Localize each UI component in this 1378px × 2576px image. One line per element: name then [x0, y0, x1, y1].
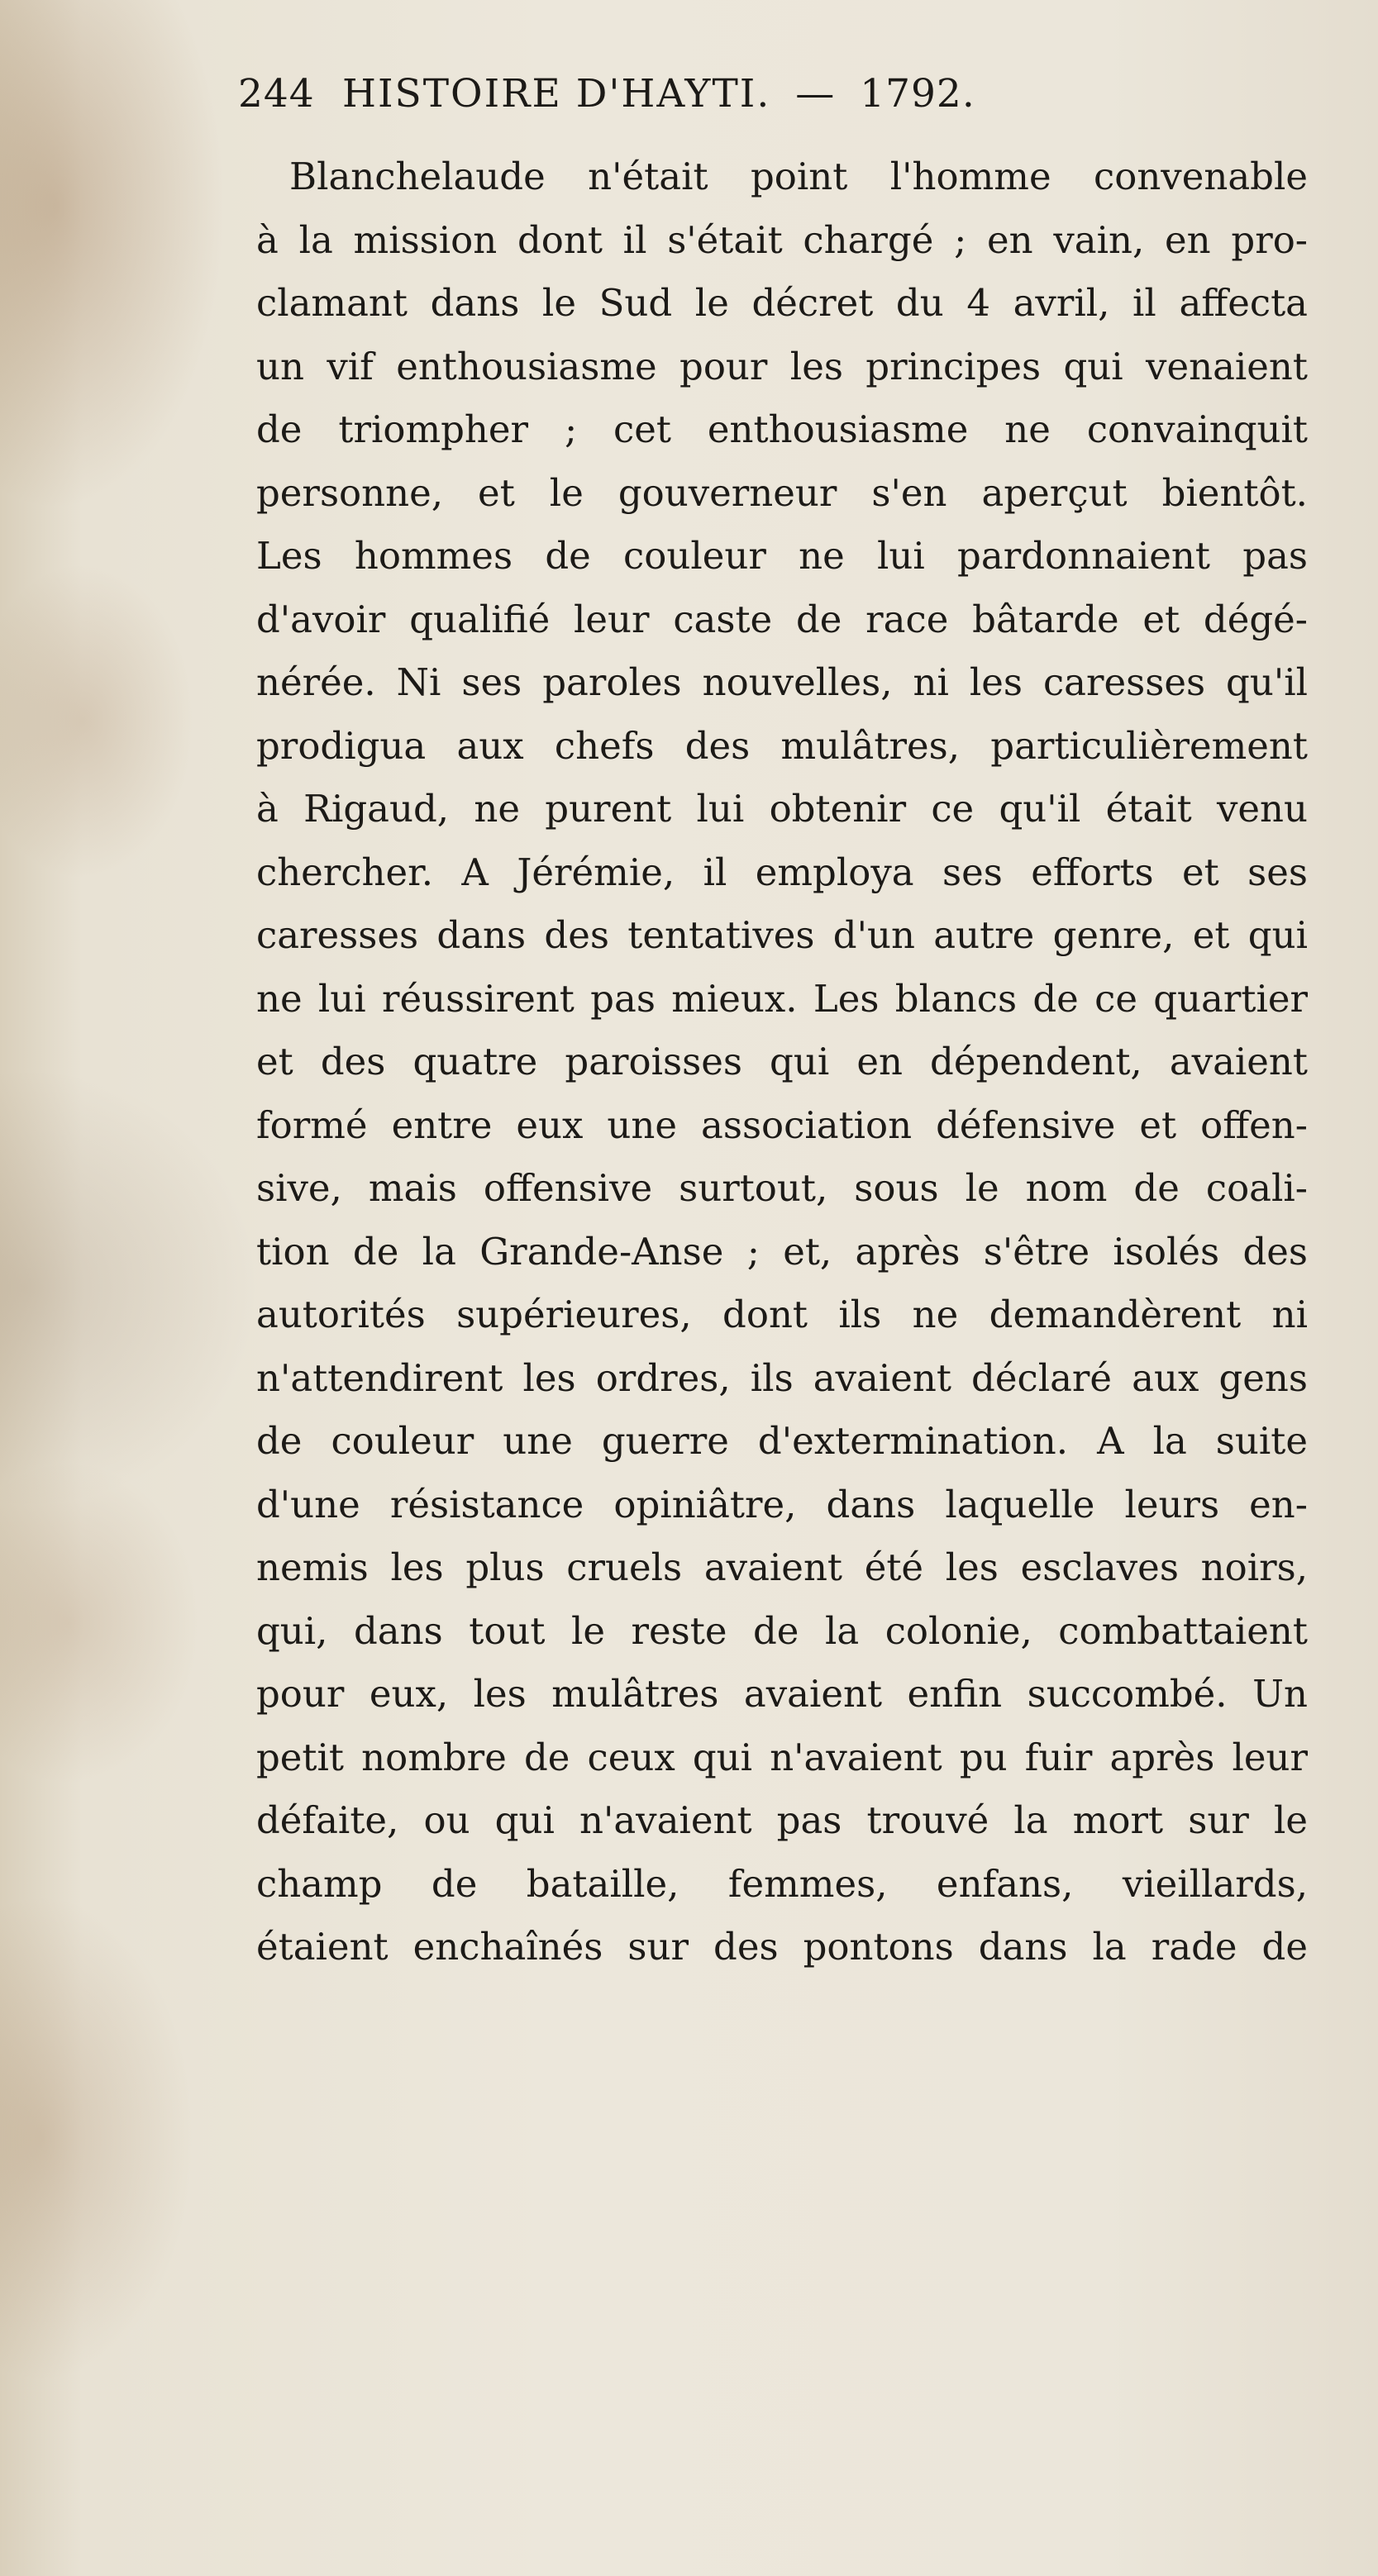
text-line: tion de la Grande-Anse ; et, après s'être isolés des: [256, 1229, 1308, 1274]
head-separator: —: [795, 71, 836, 117]
text-line: défaite, ou qui n'avaient pas trouvé la mort sur le: [256, 1798, 1308, 1842]
running-head: [238, 71, 1147, 129]
text-line: un vif enthousiasme pour les principes qui venaient: [256, 344, 1308, 388]
text-line: champ de bataille, femmes, enfans, vieillards,: [256, 1861, 1308, 1906]
text-line: chercher. A Jérémie, il employa ses efforts et ses: [256, 850, 1308, 894]
text-line: formé entre eux une association défensive et offen-: [256, 1102, 1308, 1147]
text-line: n'attendirent les ordres, ils avaient déclaré aux gens: [256, 1355, 1308, 1400]
book-title: HISTOIRE D'HAYTI.: [341, 71, 771, 117]
page-number: 244: [238, 71, 315, 117]
text-line: étaient enchaînés sur des pontons dans la rade de: [256, 1925, 1308, 1969]
text-line: Les hommes de couleur ne lui pardonnaient pas: [256, 534, 1308, 578]
text-line: d'une résistance opiniâtre, dans laquelle leurs en-: [256, 1482, 1308, 1526]
text-line: ne lui réussirent pas mieux. Les blancs de ce quartier: [256, 976, 1308, 1021]
text-line: et des quatre paroisses qui en dépendent, avaient: [256, 1040, 1308, 1083]
text-line: d'avoir qualifié leur caste de race bâtarde et dégé-: [256, 597, 1308, 641]
text-line: pour eux, les mulâtres avaient enfin succombé. Un: [256, 1672, 1308, 1716]
text-line: prodigua aux chefs des mulâtres, particulièrement: [256, 723, 1308, 768]
text-line: caresses dans des tentatives d'un autre genre, et qui: [256, 913, 1308, 957]
head-year: 1792.: [860, 71, 975, 117]
text-line: de triompher ; cet enthousiasme ne convainquit: [256, 407, 1308, 451]
paragraph: [256, 145, 1308, 1979]
text-line: nérée. Ni ses paroles nouvelles, ni les caresses qu'il: [256, 660, 1308, 704]
text-line: de couleur une guerre d'extermination. A la suite: [256, 1419, 1308, 1463]
text-line: à la mission dont il s'était chargé ; en vain, en pro-: [256, 217, 1308, 262]
text-line: petit nombre de ceux qui n'avaient pu fuir après leur: [256, 1735, 1308, 1779]
text-line: clamant dans le Sud le décret du 4 avril, il affecta: [256, 281, 1308, 325]
text-line: nemis les plus cruels avaient été les esclaves noirs,: [256, 1545, 1308, 1589]
text-line: sive, mais offensive surtout, sous le nom de coali-: [256, 1166, 1308, 1210]
text-line: Blanchelaude n'était point l'homme convenable: [289, 155, 1308, 198]
text-line: qui, dans tout le reste de la colonie, combattaient: [256, 1608, 1308, 1653]
text-line: personne, et le gouverneur s'en aperçut bientôt.: [256, 470, 1308, 515]
text-line: à Rigaud, ne purent lui obtenir ce qu'il était venu: [256, 787, 1308, 831]
text-line: autorités supérieures, dont ils ne demandèrent ni: [256, 1293, 1308, 1336]
